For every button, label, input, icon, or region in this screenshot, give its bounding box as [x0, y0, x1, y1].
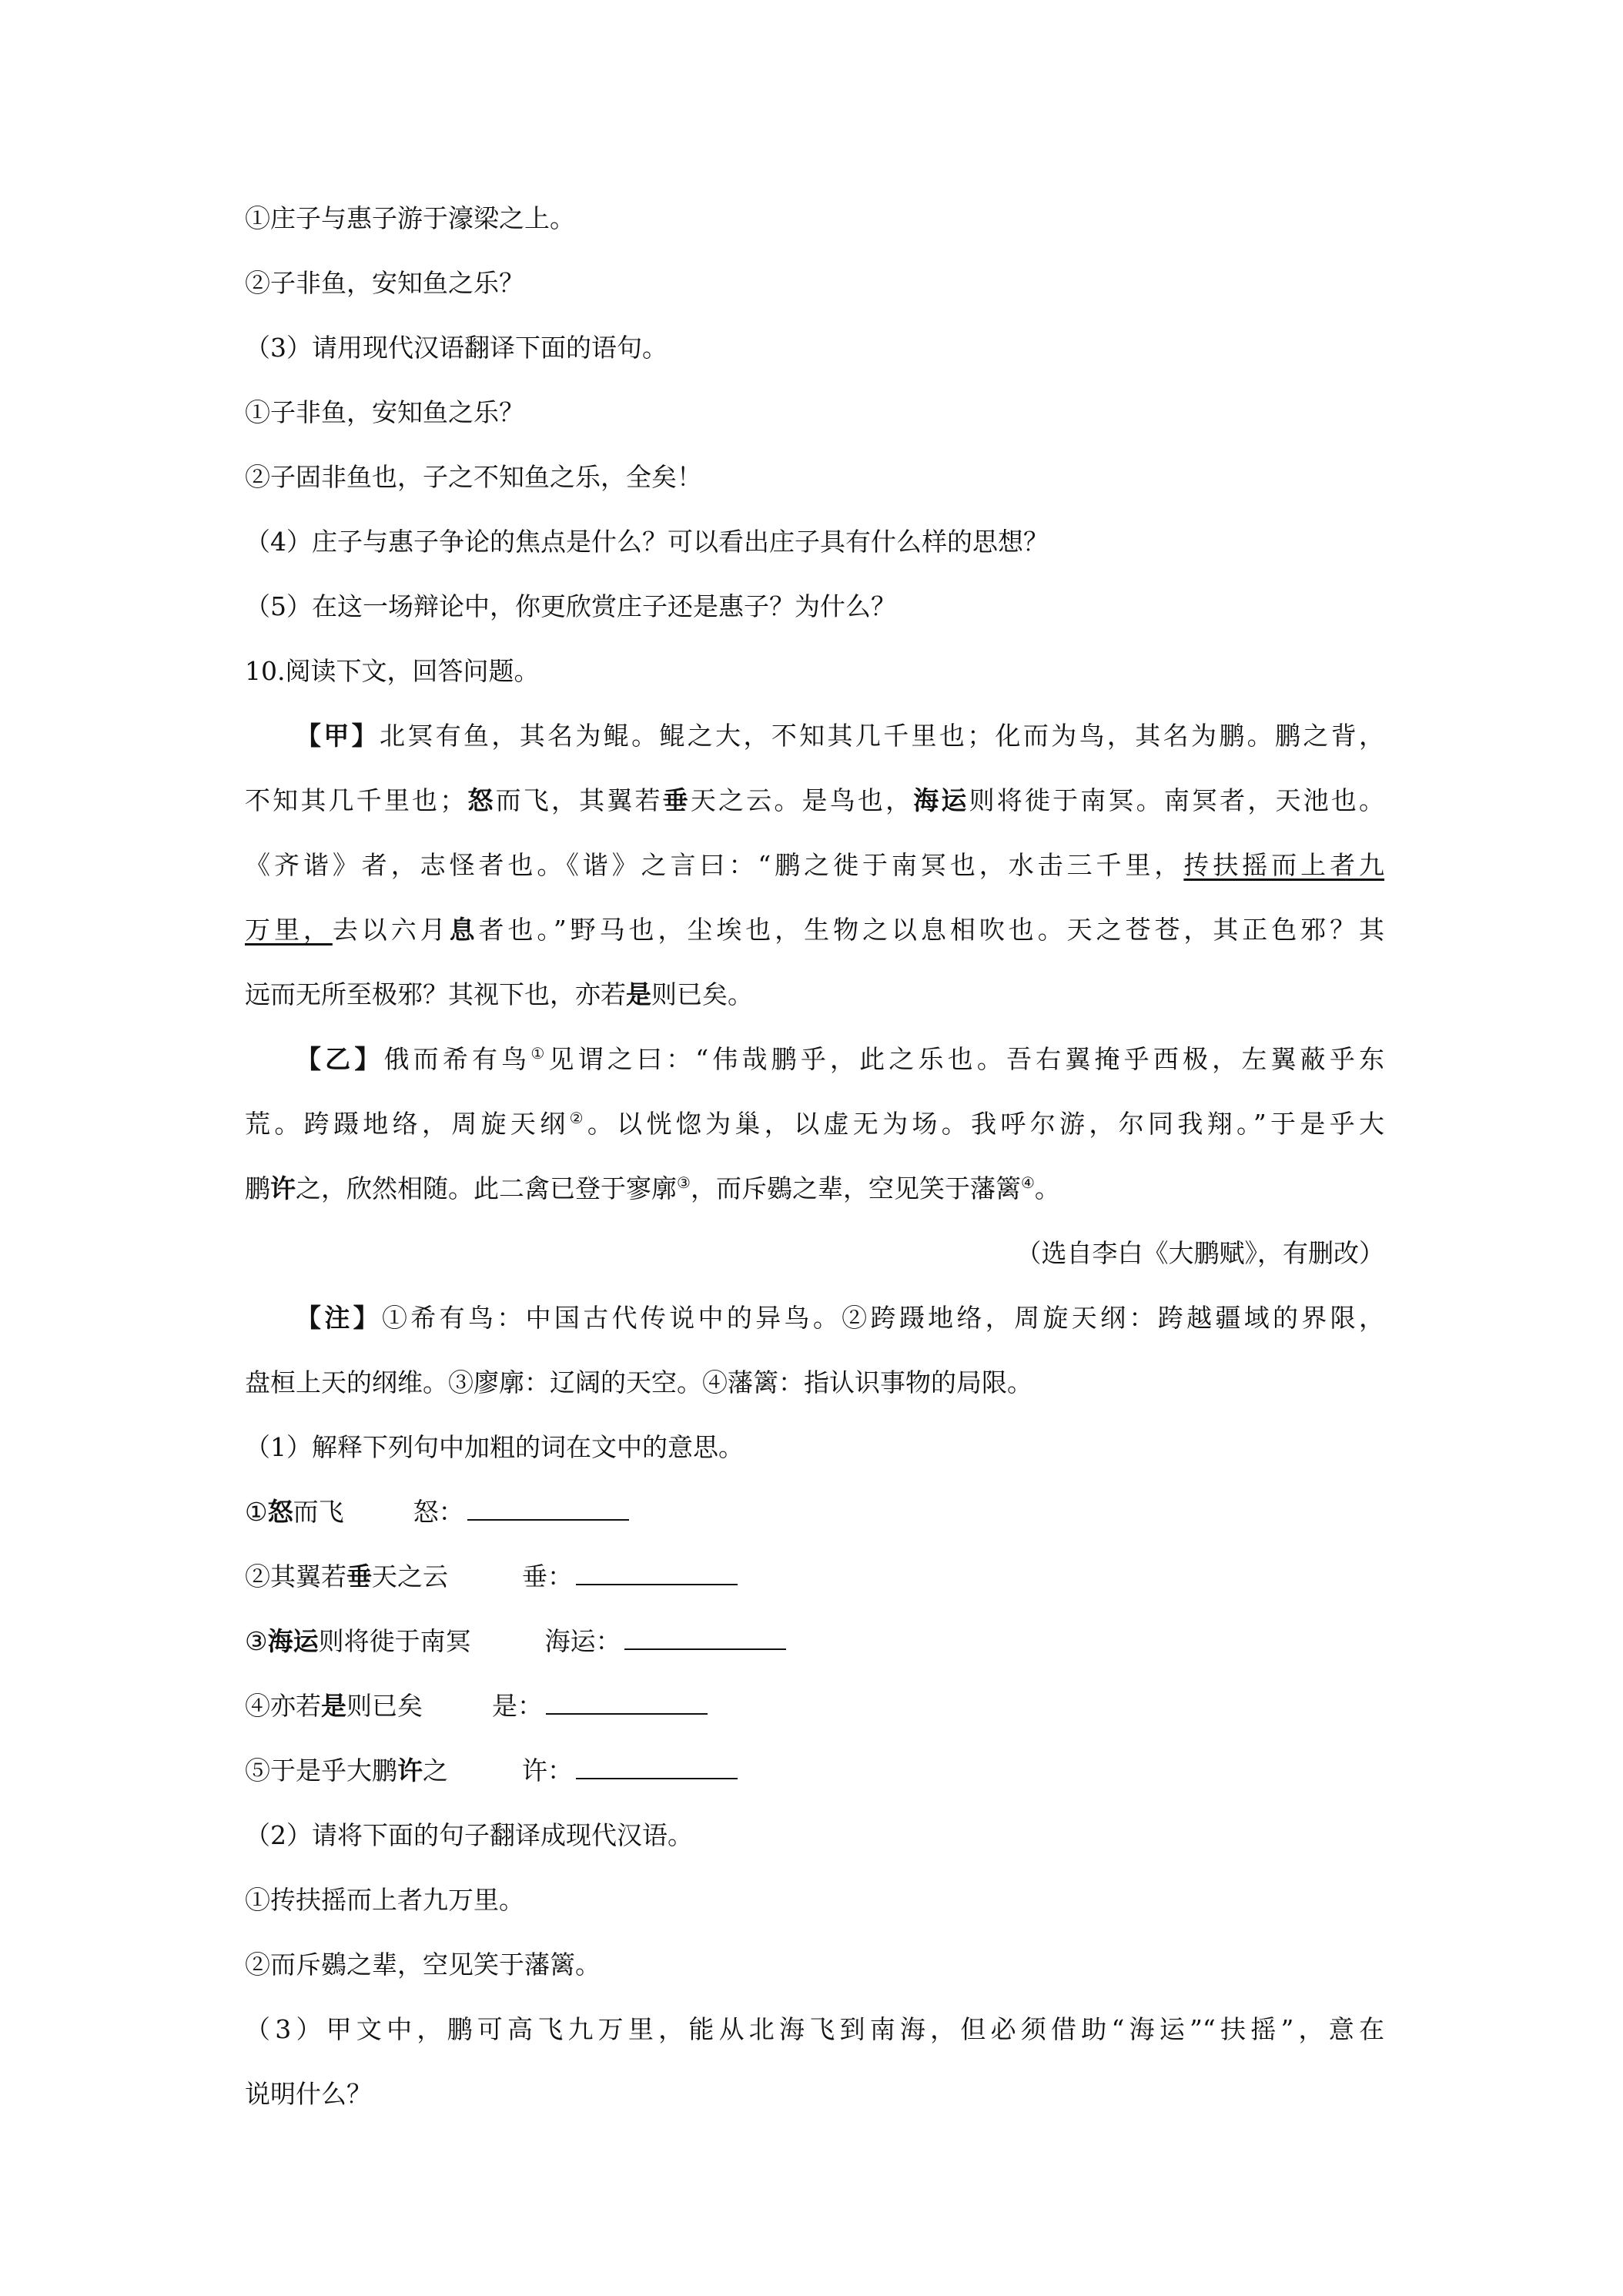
underlined-sentence: 抟扶摇而上者九 — [1183, 850, 1385, 880]
answer-blank[interactable] — [624, 1625, 786, 1650]
fill-blank-item: ②其翼若垂天之云 垂： — [245, 1560, 1384, 1594]
fill-blank-item: ⑤于是乎大鹏许之 许： — [245, 1754, 1384, 1788]
bold-word: 是 — [626, 979, 651, 1009]
footnote-mark: ② — [569, 1109, 587, 1127]
document-page — [245, 202, 1384, 2142]
fill-blank-item: ①怒而飞 怒： — [245, 1495, 1384, 1529]
answer-blank[interactable] — [576, 1755, 738, 1779]
text-line: ①子非鱼，安知鱼之乐？ — [245, 397, 524, 427]
notes-row: 盘桓上天的纲维。③廖廓：辽阔的天空。④藩篱：指认识事物的局限。 — [245, 1367, 1032, 1397]
text-line: ②子非鱼，安知鱼之乐？ — [245, 268, 524, 298]
answer-blank[interactable] — [576, 1561, 738, 1585]
text-line: ②子固非鱼也，子之不知鱼之乐，全矣！ — [245, 462, 702, 492]
text-line: ①庄子与惠子游于濠梁之上。 — [245, 203, 575, 233]
text-line: ①抟扶摇而上者九万里。 — [245, 1885, 524, 1915]
answer-blank[interactable] — [546, 1690, 708, 1715]
bold-word: 息 — [449, 915, 479, 945]
question-title: 10.阅读下文，回答问题。 — [245, 656, 540, 686]
passage-jia — [245, 719, 1384, 1012]
passage-row: 《齐谐》者，志怪者也。《谐》之言曰：“鹏之徙于南冥也，水击三千里，抟扶摇而上者九 — [245, 850, 1385, 880]
bold-word: 许 — [270, 1173, 296, 1203]
passage-row: 万里，去以六月息者也。”野马也，尘埃也，生物之以息相吹也。天之苍苍，其正色邪？其 — [245, 915, 1385, 945]
footnote-mark: ① — [530, 1044, 549, 1063]
question-prompt: （4）庄子与惠子争论的焦点是什么？可以看出庄子具有什么样的思想？ — [245, 527, 1049, 557]
answer-blank[interactable] — [467, 1496, 629, 1521]
passage-row: 不知其几千里也；怒而飞，其翼若垂天之云。是鸟也，海运则将徙于南冥。南冥者，天池也。 — [245, 785, 1385, 815]
passage-row: 远而无所至极邪？其视下也，亦若是则已矣。 — [245, 979, 753, 1009]
passage-tag: 【甲】 — [296, 721, 380, 751]
passage-row: 鹏许之，欣然相随。此二禽已登于寥廓③，而斥鷃之辈，空见笑于藩篱④。 — [245, 1173, 1060, 1203]
passage-row: 【乙】俄而希有鸟①见谓之曰：“伟哉鹏乎，此之乐也。吾右翼掩乎西极，左翼蔽乎东 — [296, 1044, 1385, 1074]
footnote-mark: ③ — [677, 1173, 691, 1192]
question-q3 — [245, 2013, 1384, 2111]
passage-yi — [245, 1043, 1384, 1206]
bold-word: 怒 — [465, 785, 496, 815]
passage-row: 荒。跨蹑地络，周旋天纲②。以恍惚为巢，以虚无为场。我呼尔游，尔同我翔。”于是乎大 — [245, 1109, 1385, 1139]
passage-tag: 【乙】 — [296, 1044, 384, 1074]
bold-word: 垂 — [662, 785, 691, 815]
notes — [245, 1301, 1384, 1400]
question-prompt: （3）请用现代汉语翻译下面的语句。 — [245, 333, 668, 363]
question-prompt: （2）请将下面的句子翻译成现代汉语。 — [245, 1820, 693, 1850]
bold-word: 海运 — [913, 785, 969, 815]
source-citation: （选自李白《大鹏赋》，有删改） — [1016, 1238, 1384, 1268]
fill-blank-item: ④亦若是则已矣 是： — [245, 1689, 1384, 1723]
question-prompt: （1）解释下列句中加粗的词在文中的意思。 — [245, 1432, 744, 1462]
fill-blank-item: ③海运则将徙于南冥 海运： — [245, 1625, 1384, 1658]
question-prompt: （3）甲文中，鹏可高飞九万里，能从北海飞到南海，但必须借助“海运”“扶摇”，意在 — [245, 2014, 1384, 2044]
text-line: ②而斥鷃之辈，空见笑于藩篱。 — [245, 1950, 601, 1980]
question-prompt: 说明什么？ — [245, 2079, 372, 2109]
footnote-mark: ④ — [1020, 1173, 1035, 1192]
passage-row: 【甲】北冥有鱼，其名为鲲。鲲之大，不知其几千里也；化而为鸟，其名为鹏。鹏之背， — [296, 721, 1385, 751]
question-prompt: （5）在这一场辩论中，你更欣赏庄子还是惠子？为什么？ — [245, 591, 896, 621]
underlined-sentence: 万里， — [245, 915, 333, 945]
notes-row: 【注】①希有鸟：中国古代传说中的异鸟。②跨蹑地络，周旋天纲：跨越疆域的界限， — [296, 1303, 1385, 1333]
notes-tag: 【注】 — [296, 1303, 382, 1333]
